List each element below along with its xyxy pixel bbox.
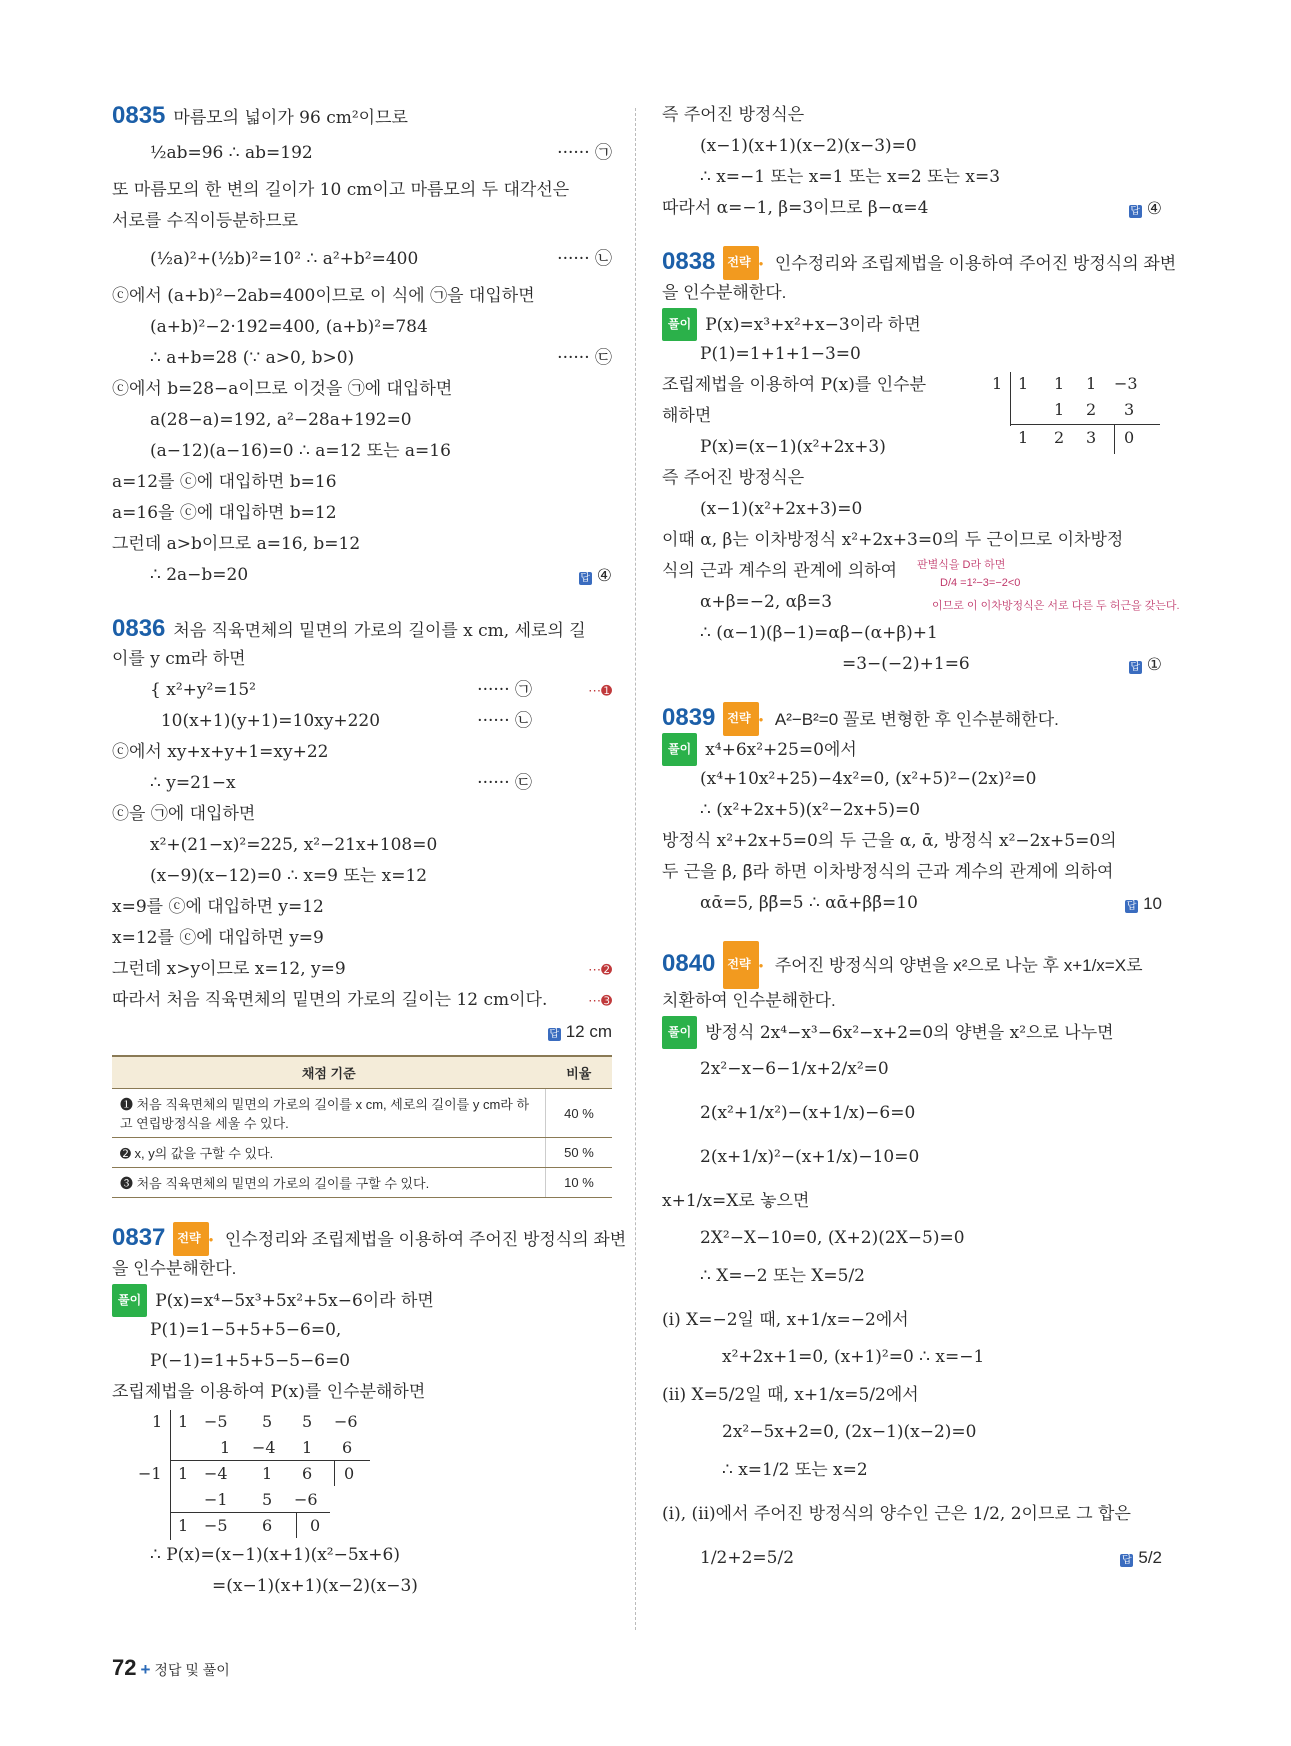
answer-0835: 답 ④: [580, 566, 612, 585]
problem-number: 0835: [112, 102, 166, 129]
left-column: [112, 100, 627, 1602]
column-divider: [635, 108, 636, 1630]
page-footer: [112, 1655, 230, 1681]
answer-0837: 답 ④: [1130, 199, 1162, 218]
strategy-tag: 전략 ●: [723, 246, 759, 280]
answer-icon: 답: [1130, 206, 1141, 217]
discriminant-note: 판별식을 D라 하면: [917, 559, 1006, 571]
answer-0840: 답 5/2: [1122, 1548, 1162, 1567]
table-row: ➌ 처음 직육면체의 밑면의 가로의 길이를 구할 수 있다. 10 %: [112, 1168, 612, 1198]
table-row: ➊ 처음 직육면체의 밑면의 가로의 길이를 x cm, 세로의 길이를 y cm라 하고 연립방정식을 세울 수 있다. 40 %: [112, 1089, 612, 1138]
problem-0838: 0838 전략 ● 인수정리와 조립제법을 이용하여 주어진 방정식의 좌변 을 인수분해한다. 풀이 P(x)=x³+x²+x−3이라 하면 P(1)=1+1+1−3=0 조립제법을 이용하여 P(x)를 인수분 해하면 1 1 1 1 −3 1 2 3 1 2 3 0 P(x)=(x−1)(x²+2x+3) 즉 주어진 방정식은 (x−1)(x²+2x+3)=0 이때 α, β는 이차방정식 x²+2x+3=0의 두 근이므로 이차방정 식의 근과 계수의 관계에 의하여 판별식을 D라 하면 D/4 =1²−3=−2<0 α+β=−2, αβ=3 이므로 이 이차방정식은 서로 다른 두 허근을 갖는다. ∴ (α−1)(β−1)=αβ−(α+β)+1 =3−(−2)+1=6 답 ①: [662, 246, 1162, 680]
page-number: 72: [112, 1655, 137, 1680]
solution-tag: 풀이: [662, 733, 697, 766]
problem-number: 0839: [662, 704, 716, 731]
problem-number: 0837: [112, 1224, 166, 1251]
footer-label: 정답 및 풀이: [154, 1662, 230, 1678]
answer-icon: 답: [1122, 1555, 1132, 1566]
answer-icon: 답: [549, 1029, 560, 1040]
solution-tag: 풀이: [662, 1016, 697, 1049]
strategy-tag: 전략 ●: [723, 941, 759, 989]
answer-0836: 답 12 cm: [549, 1022, 612, 1041]
problem-0835: 0835 마름모의 넓이가 96 cm²이므로 ½ab=96 ∴ ab=192 ······ ㉠ 또 마름모의 한 변의 길이가 10 cm이고 마름모의 두 대각선은 서로를 수직이등분하므로 (½a)²+(½b)²=10² ∴ a²+b²=400 ······ ㉡ ⓒ에서 (a+b)²−2ab=400이므로 이 식에 ㉠을 대입하면 (a+b)²−2·192=400, (a+b)²=784 ∴ a+b=28 (∵ a>0, b>0) ······ ㉢ ⓒ에서 b=28−a이므로 이것을 ㉠에 대입하면 a(28−a)=192, a²−28a+192=0 (a−12)(a−16)=0 ∴ a=12 또는 a=16 a=12를 ⓒ에 대입하면 b=16 a=16을 ⓒ에 대입하면 b=12 그런데 a>b이므로 a=16, b=12 ∴ 2a−b=20 답 ④: [112, 100, 612, 591]
problem-0840: 0840 전략 ● 주어진 방정식의 양변을 x²으로 나눈 후 x+1/x=X로 치환하여 인수분해한다. 풀이 방정식 2x⁴−x³−6x²−x+2=0의 양변을 x²으로 나누면 2x²−x−6−1/x+2/x²=0 2(x²+1/x²)−(x+1/x)−6=0 2(x+1/x)²−(x+1/x)−10=0 x+1/x=X로 놓으면 2X²−X−10=0, (X+2)(2X−5)=0 ∴ X=−2 또는 X=5/2 (i) X=−2일 때, x+1/x=−2에서 x²+2x+1=0, (x+1)²=0 ∴ x=−1 (ii) X=5/2일 때, x+1/x=5/2에서 2x²−5x+2=0, (2x−1)(x−2)=0 ∴ x=1/2 또는 x=2 (i), (ii)에서 주어진 방정식의 양수인 근은 1/2, 2이므로 그 합은 1/2+2=5/2 답 5/2: [662, 941, 1162, 1580]
problem-0839: 0839 전략 ● A²−B²=0 꼴로 변형한 후 인수분해한다. 풀이 x⁴+6x²+25=0에서 (x⁴+10x²+25)−4x²=0, (x²+5)²−(2x)²=0 ∴ (x²+2x+5)(x²−2x+5)=0 방정식 x²+2x+5=0의 두 근을 α, ᾱ, 방정식 x²−2x+5=0의 두 근을 β, β̄라 하면 이차방정식의 근과 계수의 관계에 의하여 αᾱ=5, ββ̄=5 ∴ αᾱ+ββ̄=10 답 10: [662, 702, 1162, 919]
answer-icon: 답: [580, 573, 591, 584]
plus-icon: +: [140, 1660, 151, 1679]
synthetic-division-0837: 1 1 −5 5 5 −6 1 −4 1 6 −1 1 −4 1 6 0 −1 5 −6 1 −5 6 0: [112, 1408, 612, 1540]
table-row: ➋ x, y의 값을 구할 수 있다. 50 %: [112, 1138, 612, 1168]
problem-0836: 0836 처음 직육면체의 밑면의 가로의 길이를 x cm, 세로의 길 이를 y cm라 하면 { x²+y²=15² ······ ㉠ ⋯➊ 10(x+1)(y+1)=10xy+220 ······ ㉡ ⓒ에서 xy+x+y+1=xy+22 ∴ y=21−x ······ ㉢ ⓒ을 ㉠에 대입하면 x²+(21−x)²=225, x²−21x+108=0 (x−9)(x−12)=0 ∴ x=9 또는 x=12 x=9를 ⓒ에 대입하면 y=12 x=12를 ⓒ에 대입하면 y=9 그런데 x>y이므로 x=12, y=9 ⋯➋ 따라서 처음 직육면체의 밑면의 가로의 길이는 12 cm이다. ⋯➌ 답 12 cm: [112, 613, 612, 1047]
solution-tag: 풀이: [662, 308, 697, 341]
right-column: [662, 100, 1180, 1580]
answer-icon: 답: [1130, 662, 1141, 673]
problem-number: 0836: [112, 615, 166, 642]
solution-tag: 풀이: [112, 1284, 147, 1317]
problem-0837-continued: 즉 주어진 방정식은 (x−1)(x+1)(x−2)(x−3)=0 ∴ x=−1 또는 x=1 또는 x=2 또는 x=3 따라서 α=−1, β=3이므로 β−α=4 답 ④: [662, 100, 1162, 224]
problem-number: 0838: [662, 248, 716, 275]
problem-number: 0840: [662, 950, 716, 977]
answer-0838: 답 ①: [1130, 655, 1162, 674]
synthetic-division-0838: 1 1 1 1 −3 1 2 3 1 2 3 0: [992, 370, 1162, 458]
answer-icon: 답: [1126, 901, 1137, 912]
strategy-tag: 전략 ●: [173, 1222, 209, 1256]
scoring-criteria-table: 채점 기준 비율 ➊ 처음 직육면체의 밑면의 가로의 길이를 x cm, 세로의 길이를 y cm라 하고 연립방정식을 세울 수 있다. 40 % ➋ x, y의 값을 구할 수 있다. 50 % ➌ 처음 직육면체의 밑면의 가로의 길이를 구할 수 있다. 10 %: [112, 1055, 612, 1198]
problem-0837: 0837 전략 ● 인수정리와 조립제법을 이용하여 주어진 방정식의 좌변 을 인수분해한다. 풀이 P(x)=x⁴−5x³+5x²+5x−6이라 하면 P(1)=1−5+5+5−6=0, P(−1)=1+5+5−5−6=0 조립제법을 이용하여 P(x)를 인수분해하면 1 1 −5 5 5 −6 1 −4 1 6 −1 1 −4 1 6 0 −1 5 −6 1 −5 6 0 ∴ P(x)=(x−1)(x+1)(x²−5x+6) =(x−1)(x+1)(x−2)(x−3): [112, 1222, 612, 1602]
answer-0839: 답 10: [1126, 894, 1162, 913]
strategy-tag: 전략 ●: [723, 702, 759, 736]
